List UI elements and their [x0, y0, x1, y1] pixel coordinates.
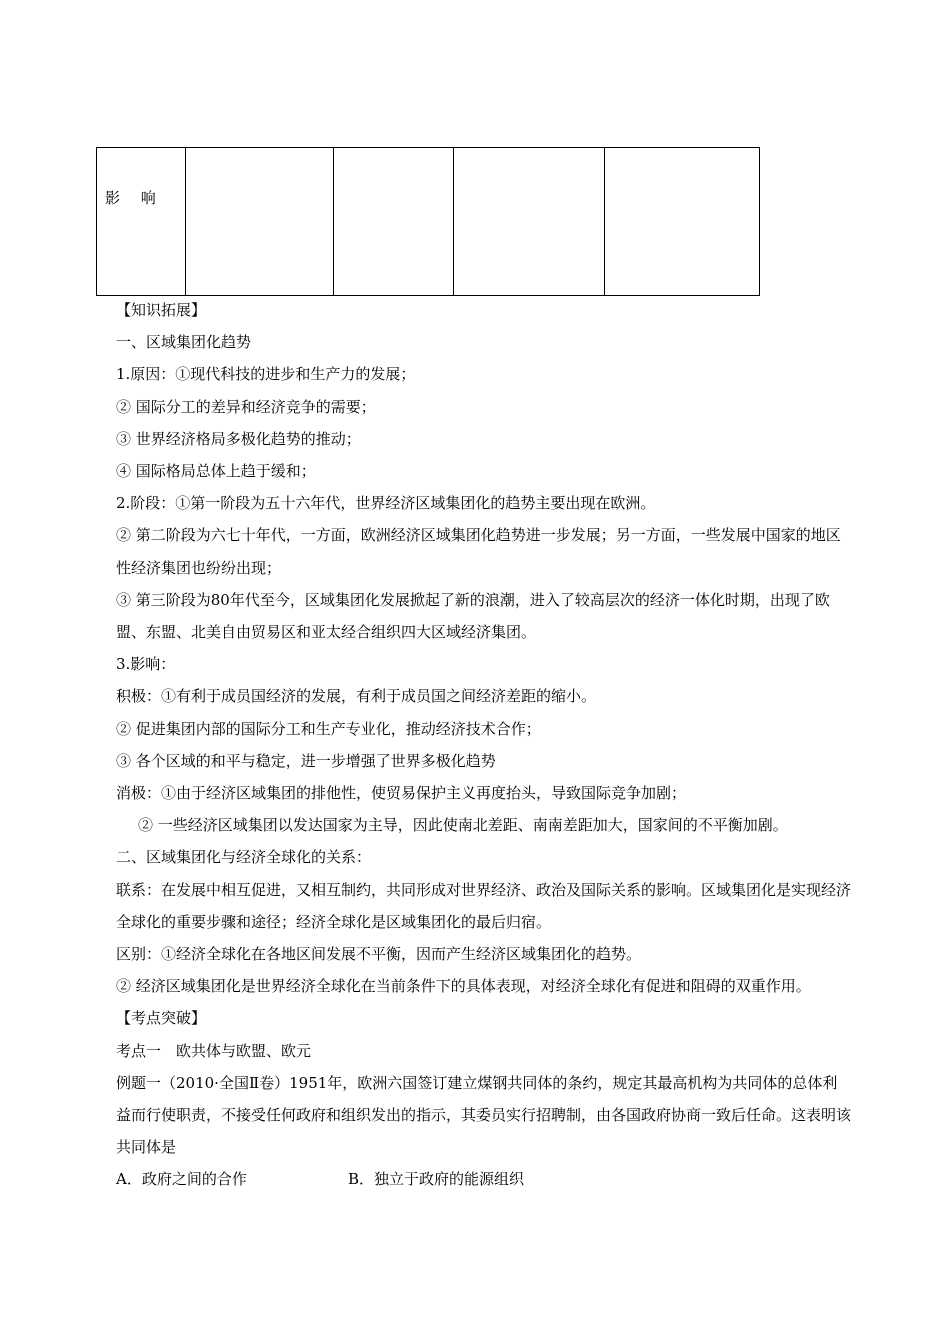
positive-item: ② 促进集团内部的国际分工和生产专业化，推动经济技术合作；	[116, 719, 541, 738]
negative-item: ② 一些经济区域集团以发达国家为主导，因此使南北差距、南南差距加大，国家间的不平衡加剧。	[138, 816, 788, 835]
positive-item: ③ 各个区域的和平与稳定，进一步增强了世界多极化趋势	[116, 751, 496, 770]
stage-item: ③ 第三阶段为80年代至今，区域集团化发展掀起了新的浪潮，进入了较高层次的经济一体化时期，出现了欧盟、东盟、北美自由贸易区和亚太经合组织四大区域经济集团。	[116, 590, 830, 642]
table-row-label: 影 响	[105, 189, 164, 207]
stage-item: ② 第二阶段为六七十年代，一方面，欧洲经济区域集团化趋势进一步发展；另一方面，一些发展中国家的地区性经济集团也纷纷出现；	[116, 526, 841, 577]
table-cell	[334, 148, 454, 296]
difference-item: ② 经济区域集团化是世界经济全球化在当前条件下的具体表现，对经济全球化有促进和阻碍的双重作用。	[116, 977, 811, 996]
impact-title: 3.影响：	[116, 655, 176, 674]
table-cell	[186, 148, 334, 296]
section-1-title: 一、区域集团化趋势	[116, 333, 252, 352]
answer-options	[116, 1163, 851, 1195]
document-body	[116, 294, 851, 1196]
cause-item: 1.原因：①现代科技的进步和生产力的发展；	[116, 365, 416, 384]
table-row-label-cell	[97, 148, 186, 296]
option-b: B．独立于政府的能源组织	[348, 1170, 525, 1189]
exam-point-title: 考点一 欧共体与欧盟、欧元	[116, 1041, 312, 1060]
table-cell	[605, 148, 760, 296]
example-question: 例题一（2010·全国Ⅱ卷）1951年，欧洲六国签订建立煤钢共同体的条约，规定其最高机构为共同体的总体利益而行使职责，不接受任何政府和组织发出的指示，其委员实行招聘制，由各国政府协商一致后任命。这表明该共同体是	[116, 1073, 852, 1157]
positive-item: 积极：①有利于成员国经济的发展，有利于成员国之间经济差距的缩小。	[116, 687, 597, 706]
table-row	[97, 148, 760, 296]
cause-item: ② 国际分工的差异和经济竞争的需要；	[116, 397, 376, 416]
stage-item: 2.阶段：①第一阶段为五十六年代，世界经济区域集团化的趋势主要出现在欧洲。	[116, 494, 656, 513]
section-2-title: 二、区域集团化与经济全球化的关系：	[116, 848, 372, 867]
difference-item: 区别：①经济全球化在各地区间发展不平衡，因而产生经济区域集团化的趋势。	[116, 945, 642, 964]
table-cell	[454, 148, 605, 296]
cause-item: ③ 世界经济格局多极化趋势的推动；	[116, 429, 361, 448]
knowledge-heading: 【知识拓展】	[116, 301, 207, 319]
impact-table	[96, 147, 760, 296]
relation-link: 联系：在发展中相互促进，又相互制约，共同形成对世界经济、政治及国际关系的影响。区域集团化是实现经济全球化的重要步骤和途径；经济全球化是区域集团化的最后归宿。	[116, 880, 852, 931]
breakthrough-heading: 【考点突破】	[116, 1009, 207, 1028]
cause-item: ④ 国际格局总体上趋于缓和；	[116, 462, 316, 481]
negative-item: 消极：①由于经济区域集团的排他性，使贸易保护主义再度抬头，导致国际竞争加剧；	[116, 784, 687, 803]
option-a: A．政府之间的合作	[116, 1170, 247, 1189]
